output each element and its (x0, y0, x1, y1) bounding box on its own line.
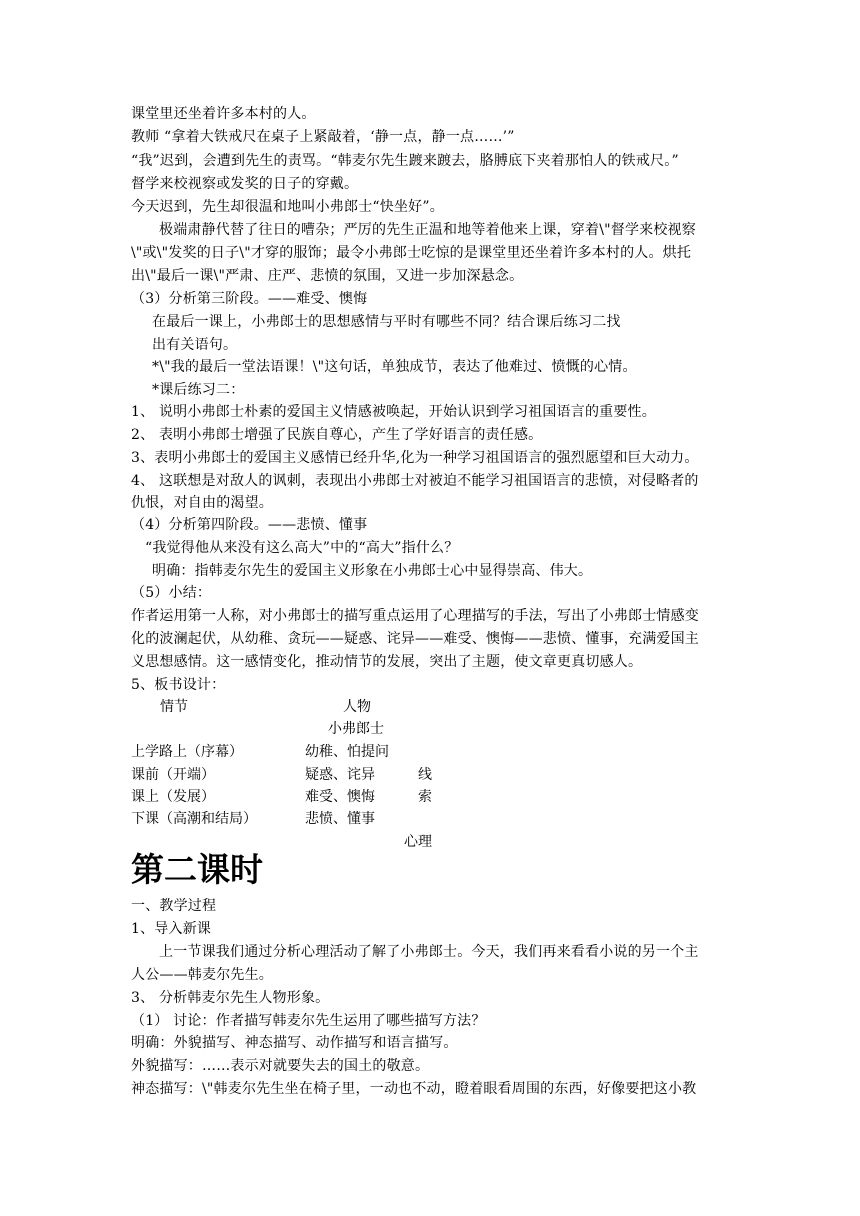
board-bottom-label: 心理 (404, 834, 432, 850)
text-line: “我”迟到，会遭到先生的责骂。“韩麦尔先生踱来踱去，胳膊底下夹着那怕人的铁戒尺。” (131, 153, 679, 169)
board-row-plot: 下课（高潮和结局） (131, 811, 257, 827)
board-clue-2: 索 (418, 789, 432, 805)
board-row-feeling: 难受、懊悔 (305, 789, 375, 805)
board-row-plot: 课上（发展） (131, 789, 215, 805)
text-line: 化的波澜起伏，从幼稚、贪玩——疑惑、诧异——难受、懊悔——悲愤、懂事，充满爱国主 (131, 631, 699, 647)
list-item: 1、 说明小弗郎士朴素的爱国主义情感被唤起，开始认识到学习祖国语言的重要性。 (131, 404, 656, 420)
text-line: \"或\"发奖的日子\"才穿的服饰；最令小弗郎士吃惊的是课堂里还坐着许多本村的人。烘托 (131, 245, 692, 261)
text-line: 极端肃静代替了往日的嘈杂；严厉的先生正温和地等着他来上课，穿着\"督学来校视察 (159, 222, 696, 238)
text-line: 仇恨，对自由的渴望。 (131, 495, 273, 511)
text-line: 教师 “拿着大铁戒尺在桌子上紧敲着，‘静一点，静一点……’” (131, 129, 515, 145)
section-heading: （5）小结： (131, 585, 212, 601)
lesson-heading: 第二课时 (131, 850, 263, 889)
text-line: 课堂里还坐着许多本村的人。 (131, 106, 316, 122)
text-line: 督学来校视察或发奖的日子的穿戴。 (131, 176, 359, 192)
board-header-plot: 情节 (160, 699, 188, 715)
text-line: （1） 讨论：作者描写韩麦尔先生运用了哪些描写方法？ (131, 1013, 486, 1029)
text-line: “我觉得他从来没有这么高大”中的“高大”指什么？ (145, 540, 459, 556)
list-item: 4、 这联想是对敌人的讽刺，表现出小弗郎士对被迫不能学习祖国语言的悲愤，对侵略者的 (131, 473, 699, 489)
board-row-plot: 课前（开端） (131, 767, 215, 783)
section-heading: 5、板书设计： (131, 677, 226, 693)
board-row-plot: 上学路上（序幕） (131, 744, 243, 760)
text-line: 神态描写：\"韩麦尔先生坐在椅子里，一动也不动，瞪着眼看周围的东西，好像要把这小教 (131, 1081, 697, 1097)
text-line: 明确：外貌描写、神态描写、动作描写和语言描写。 (131, 1035, 458, 1051)
text-line: 外貌描写：……表示对就要失去的国土的敬意。 (131, 1058, 430, 1074)
board-clue-1: 线 (418, 767, 432, 783)
text-line: 作者运用第一人称，对小弗郎士的描写重点运用了心理描写的手法，写出了小弗郎士情感变 (131, 608, 699, 624)
text-line: 人公——韩麦尔先生。 (131, 967, 273, 983)
board-row-feeling: 疑惑、诧异 (305, 767, 375, 783)
list-item: 3、表明小弗郎士的爱国主义感情已经升华,化为一种学习祖国语言的强烈愿望和巨大动力。 (131, 450, 699, 466)
section-heading: （3）分析第三阶段。——难受、懊悔 (131, 291, 368, 307)
board-row-feeling: 幼稚、怕提问 (305, 744, 389, 760)
section-heading: 一、教学过程 (131, 898, 217, 914)
text-line: 义思想感情。这一感情变化，推动情节的发展，突出了主题，使文章更真切感人。 (131, 654, 643, 670)
text-line: 明确：指韩麦尔先生的爱国主义形象在小弗郎士心中显得崇高、伟大。 (152, 563, 593, 579)
section-heading: 3、 分析韩麦尔先生人物形象。 (131, 990, 330, 1006)
text-line: 上一节课我们通过分析心理活动了解了小弗郎士。今天，我们再来看看小说的另一个主 (159, 944, 699, 960)
section-heading: （4）分析第四阶段。——悲愤、懂事 (131, 517, 368, 533)
section-heading: 1、导入新课 (131, 921, 212, 937)
text-line: 今天迟到，先生却很温和地叫小弗郎士“快坐好”。 (131, 199, 444, 215)
board-character-name: 小弗郎士 (328, 721, 384, 737)
text-line: 出有关语句。 (152, 337, 238, 353)
text-line: 出\"最后一课\"严肃、庄严、悲愤的氛围，又进一步加深悬念。 (131, 268, 524, 284)
text-line: *\"我的最后一堂法语课！\"这句话，单独成节，表达了他难过、愤慨的心情。 (152, 359, 637, 375)
list-item: 2、 表明小弗郎士增强了民族自尊心，产生了学好语言的责任感。 (131, 427, 543, 443)
text-line: *课后练习二： (152, 382, 245, 398)
text-line: 在最后一课上，小弗郎士的思想感情与平时有哪些不同？结合课后练习二找 (152, 314, 621, 330)
board-row-feeling: 悲愤、懂事 (305, 811, 375, 827)
board-header-character: 人物 (343, 699, 371, 715)
